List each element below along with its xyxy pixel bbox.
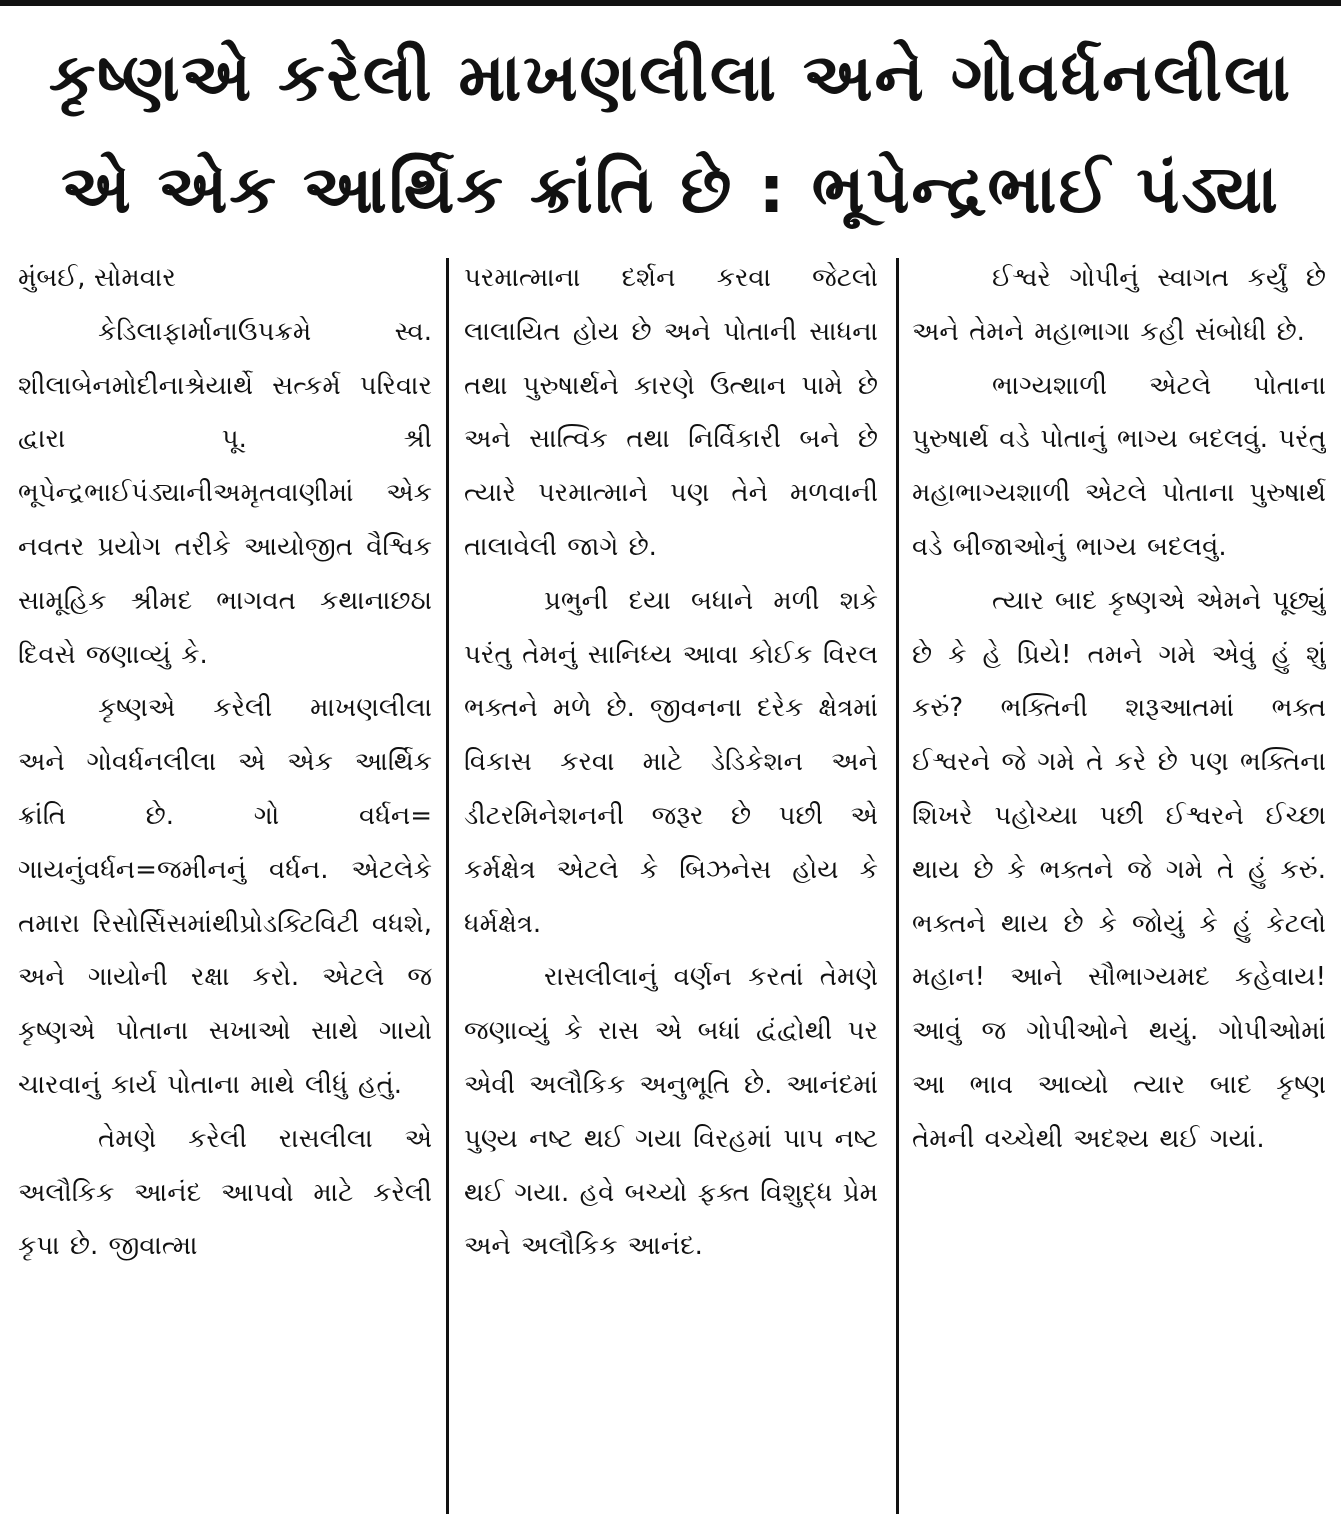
article-column-2 [464, 252, 878, 1522]
paragraph: ઈશ્વરે ગોપીનું સ્વાગત કર્યું છે અને તેમને મહાભાગા કહી સંબોધી છે. [912, 263, 1326, 347]
article-column-1 [18, 252, 432, 1522]
headline [0, 22, 1341, 246]
paragraph: ત્યાર બાદ કૃષ્ણએ એમને પૂછ્યું છે કે હે પ્રિયે! તમને ગમે એવું હું શું કરું? ભક્તિની શરૂઆતમાં ભક્ત ઈશ્વરને જે ગમે તે કરે છે પણ ભક્તિના શિખરે પહોચ્યા પછી ઈશ્વરને ઈચ્છા થાય છે કે ભક્તને જે ગમે તે હું કરું. ભક્તને થાય છે કે જોયું કે હું કેટલો મહાન! આને સૌભાગ્યમદ કહેવાય! આવું જ ગોપીઓને થયું. ગોપીઓમાં આ ભાવ આવ્યો ત્યાર બાદ કૃષ્ણ તેમની વચ્ચેથી અદશ્ય થઈ ગયાં. [912, 585, 1326, 1154]
paragraph: પ્રભુની દયા બધાને મળી શકે પરંતુ તેમનું સાનિધ્ય આવા કોઈક વિરલ ભક્તને મળે છે. જીવનના દરેક ક્ષેત્રમાં વિકાસ કરવા માટે ડેડિકેશન અને ડીટરમિનેશનની જરૂર છે પછી એ કર્મક્ષેત્ર એટલે કે બિઝનેસ હોય કે ધર્મક્ષેત્ર. [464, 585, 878, 939]
column-divider [446, 258, 449, 1514]
paragraph: ભાગ્યશાળી એટલે પોતાના પુરુષાર્થ વડે પોતાનું ભાગ્ય બદલવું. પરંતુ મહાભાગ્યશાળી એટલે પોતાના પુરુષાર્થ વડે બીજાઓનું ભાગ્ય બદલવું. [912, 370, 1326, 562]
headline-line-1: કૃષ્ણએ કરેલી માખણલીલા અને ગોવર્ધનલીલા [48, 39, 1293, 116]
article-column-3 [912, 252, 1326, 1522]
paragraph: પરમાત્માના દર્શન કરવા જેટલો લાલાયિત હોય છે અને પોતાની સાધના તથા પુરુષાર્થને કારણે ઉત્થાન પામે છે અને સાત્વિક તથા નિર્વિકારી બને છે ત્યારે પરમાત્માને પણ તેને મળવાની તાલાવેલી જાગે છે. [464, 263, 878, 562]
dateline: મુંબઈ, સોમવાર [18, 263, 176, 293]
headline-line-2: એ એક આર્થિક ક્રાંતિ છે : ભૂપેન્દ્રભાઈ પંડ્યા [61, 151, 1280, 228]
paragraph: કૃષ્ણએ કરેલી માખણલીલા અને ગોવર્ધનલીલા એ એક આર્થિક ક્રાંતિ છે. ગો વર્ધન= ગાયનુંવર્ધન=જમીનનું વર્ધન. એટલેકે તમારા રિસોર્સિસમાંથીપ્રોડક્ટિવિટી વધશે, અને ગાયોની રક્ષા કરો. એટલે જ કૃષ્ણએ પોતાના સખાઓ સાથે ગાયો ચારવાનું કાર્ય પોતાના માથે લીધું હતું. [18, 693, 432, 1100]
paragraph: કેડિલાફાર્માનાઉપક્રમે સ્વ. શીલાબેનમોદીનાશ્રેયાર્થે સત્કર્મ પરિવાર દ્વારા પૂ. શ્રી ભૂપેન્દ્રભાઈપંડ્યાનીઅમૃતવાણીમાં એક નવતર પ્રયોગ તરીકે આયોજીત વૈશ્વિક સામૂહિક શ્રીમદ ભાગવત કથાનાછઠા દિવસે જણાવ્યું કે. [18, 316, 432, 670]
article-body [0, 252, 1341, 1522]
paragraph: રાસલીલાનું વર્ણન કરતાં તેમણે જણાવ્યું કે રાસ એ બધાં દ્વંદ્વોથી પર એવી અલૌકિક અનુભૂતિ છે. આનંદમાં પુણ્ય નષ્ટ થઈ ગયા વિરહમાં પાપ નષ્ટ થઈ ગયા. હવે બચ્યો ફક્ત વિશુદ્ધ પ્રેમ અને અલૌકિક આનંદ. [464, 962, 878, 1262]
paragraph: તેમણે કરેલી રાસલીલા એ અલૌકિક આનંદ આપવો માટે કરેલી કૃપા છે. જીવાત્મા [18, 1123, 432, 1262]
top-rule [0, 0, 1341, 6]
column-divider [896, 258, 899, 1514]
